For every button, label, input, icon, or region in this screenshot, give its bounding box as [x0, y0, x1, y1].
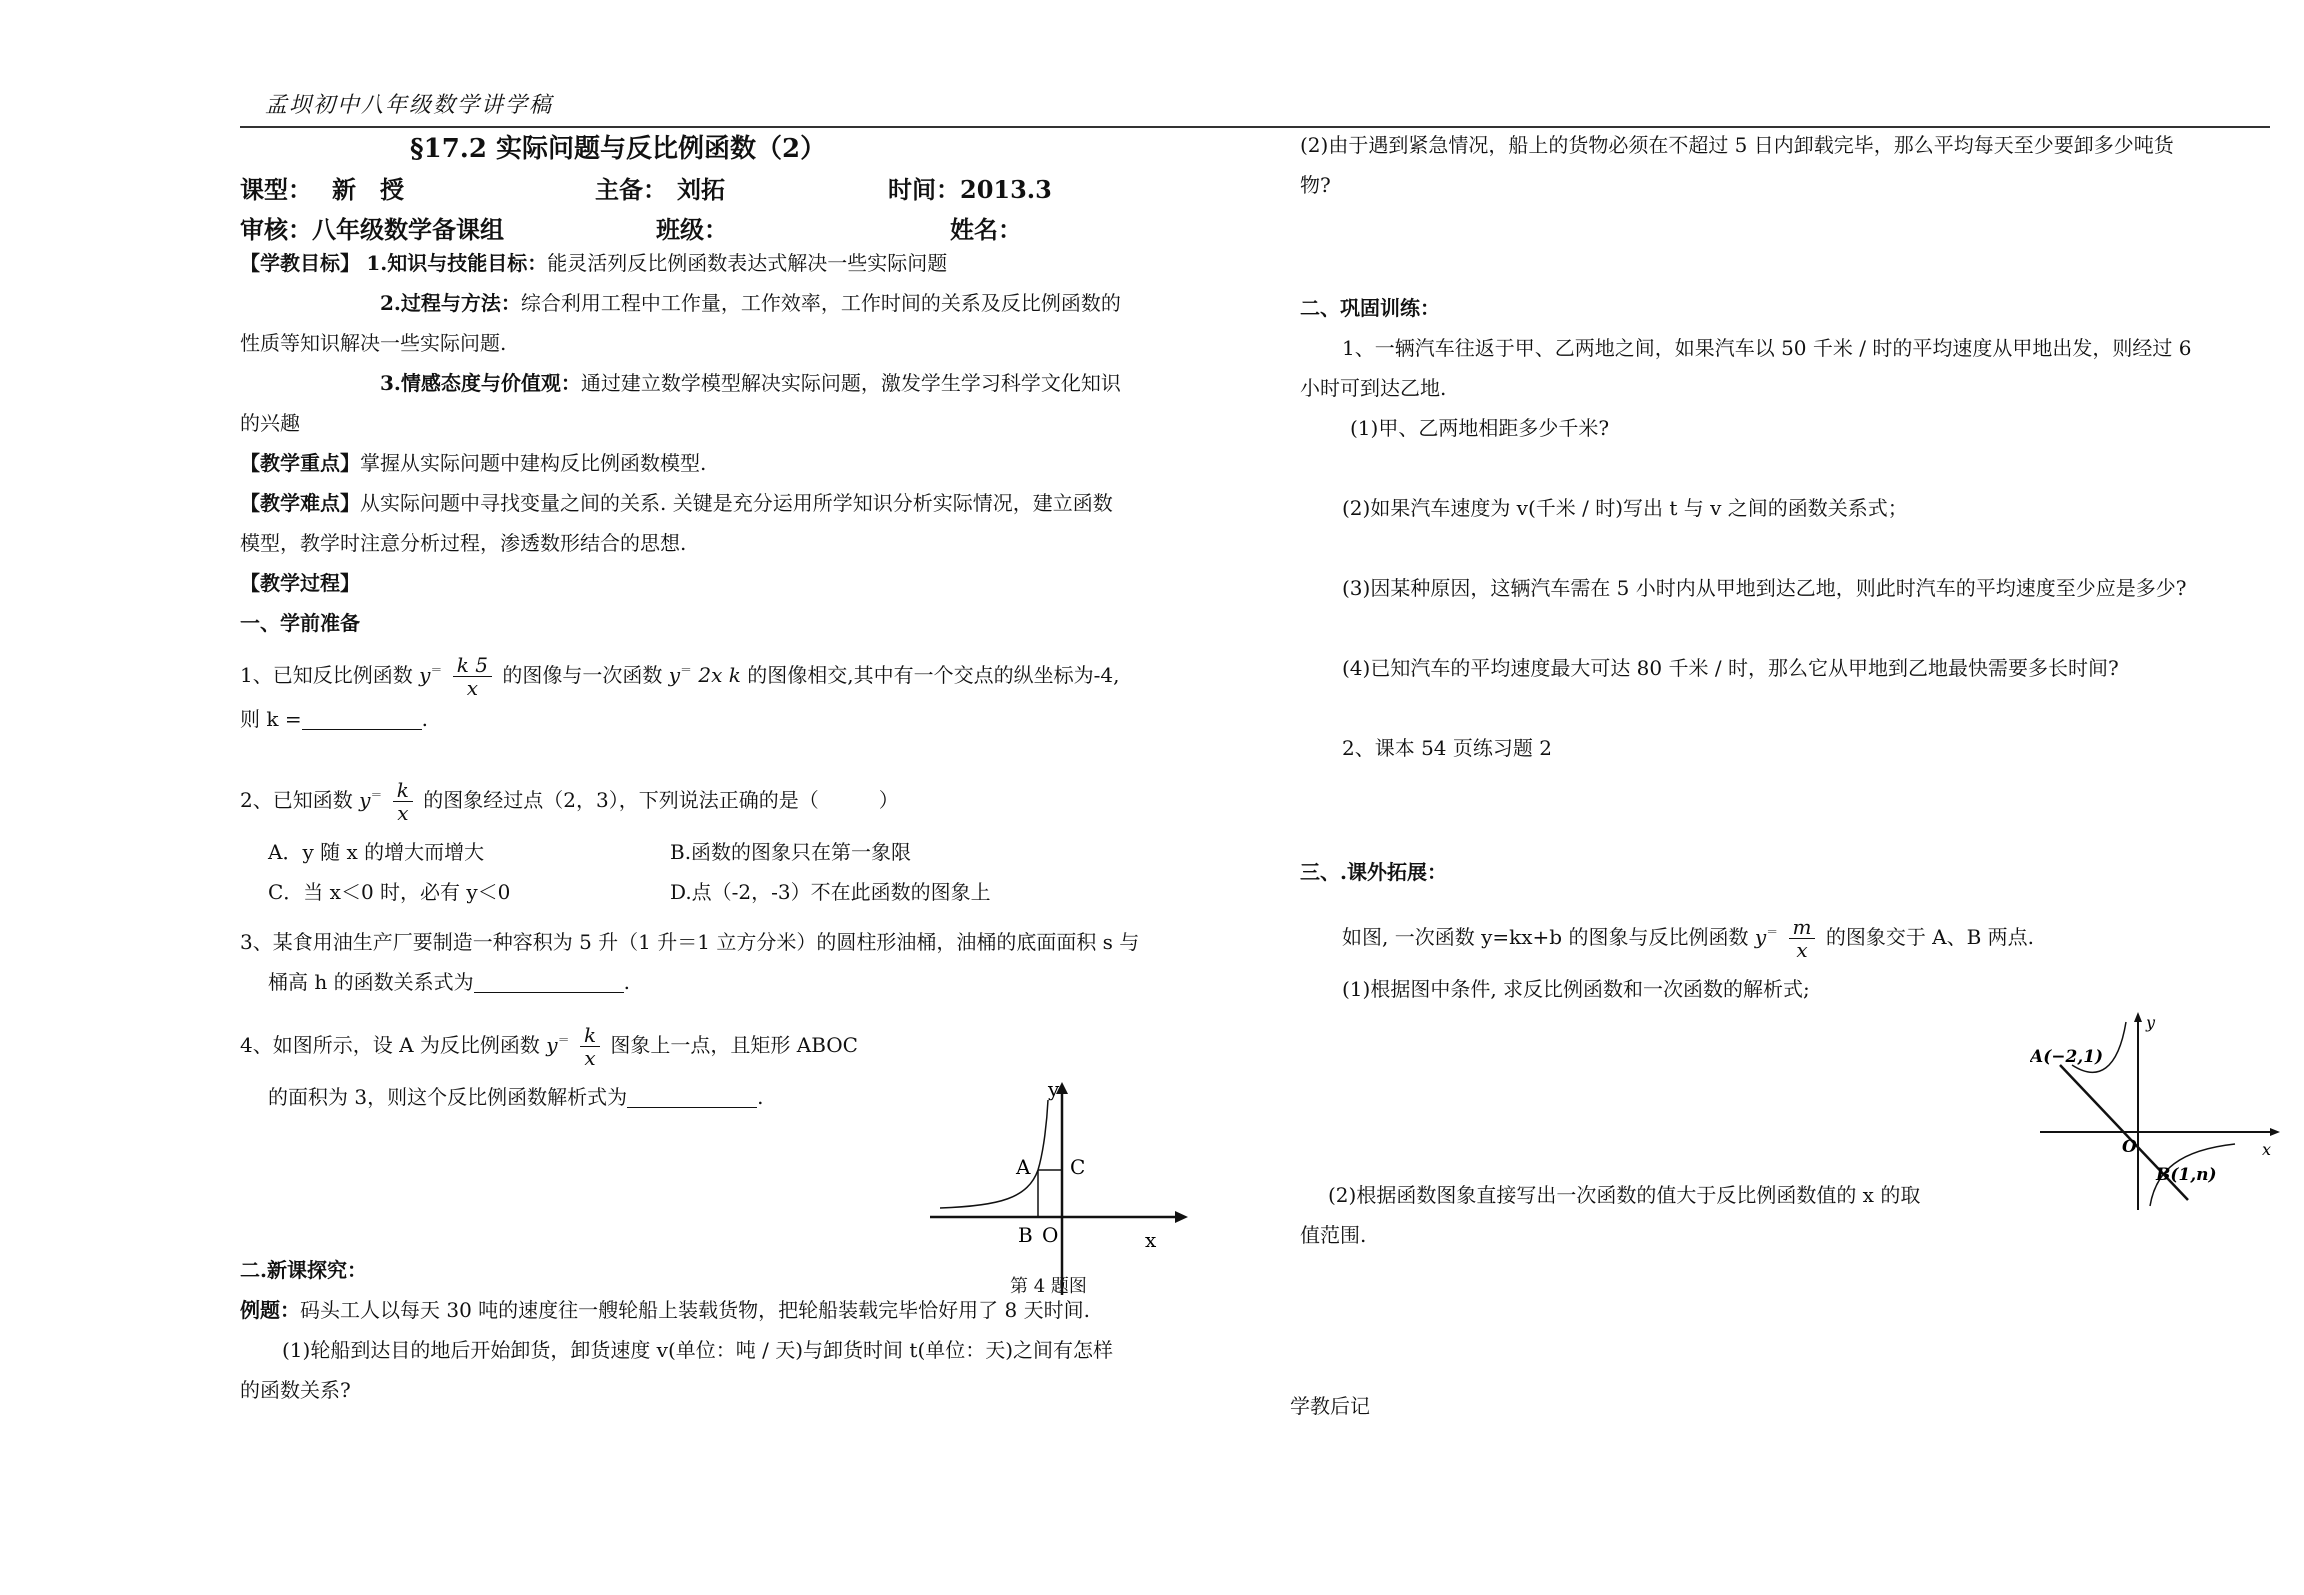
option-d: D.点（-2，-3）不在此函数的图象上: [670, 880, 991, 904]
fig4-curve: [940, 1100, 1048, 1208]
answer-blank-1[interactable]: [302, 703, 422, 730]
ext-label-x: x: [2262, 1140, 2272, 1159]
ext-y-arrow: [2134, 1012, 2142, 1022]
meta-row-1: 课型： 新 授: [240, 175, 404, 204]
ext-x-arrow: [2270, 1128, 2280, 1136]
example-part-2: (2)由于遇到紧急情况，船上的货物必须在不超过 5 日内卸载完毕，那么平均每天至少要卸多少吨货 物?: [1300, 133, 2174, 197]
ext-label-a: A(−2,1): [2030, 1047, 2104, 1067]
page-header: 孟坝初中八年级数学讲学稿: [265, 93, 554, 118]
meta-class: 班级：: [656, 215, 728, 244]
meta-prep: 主备： 刘拓: [595, 175, 725, 204]
goals-block: 【学教目标】 1.知识与技能目标：能灵活列反比例函数表达式解决一些实际问题 2.过程与方法：综合利用工程中工作量，工作效率，工作时间的关系及反比例函数的 性质等知识解决一些实际问题. 3.情感态度与价值观：通过建立数学模型解决实际问题，激发学生学习科学文化知识 的兴趣 【教学重点】掌握从实际问题中建构反比例函数模型. 【教学难点】从实际问题中寻找变量之间的关系. 关键是充分运用所学知识分析实际情况，建立函数 模型，教学时注意分析过程，渗透数形结合的思想. 【教学过程】 一、学前准备: [240, 251, 1121, 635]
question-4: 4、如图所示，设 A 为反比例函数 y＝ $\frac{k}{x}$ 图象上一点，且矩形 ABOC 的面积为 3，则这个反比例函数解析式为 .: [240, 1023, 858, 1109]
lesson-title: §17.2 实际问题与反比例函数（2）: [410, 134, 827, 164]
figure-4-caption: 第 4 题图: [1010, 1276, 1087, 1297]
fig4-label-y: y: [1048, 1080, 1060, 1101]
extension-part-2: (2)根据函数图象直接写出一次函数的值大于反比例函数值的 x 的取 值范围.: [1300, 1183, 1921, 1247]
meta-name: 姓名：: [950, 215, 1022, 244]
meta-review: 审核：八年级数学备课组: [240, 215, 504, 244]
question-1: 1、已知反比例函数 y＝ $\frac{k 5}{x}$ 的图像与一次函数 y＝ 2x k 的图像相交,其中有一个交点的纵坐标为-4, 则 k = .: [240, 653, 1120, 731]
ext-label-b: B(1,n): [2156, 1165, 2217, 1185]
option-c: C．当 x＜0 时，必有 y＜0: [268, 880, 511, 904]
fig4-label-x: x: [1145, 1228, 1157, 1252]
meta-time: 时间：2013.3: [888, 175, 1052, 204]
section-new-lesson: 二.新课探究： 例题：码头工人以每天 30 吨的速度往一艘轮船上装载货物，把轮船装载完毕恰好用了 8 天时间. (1)轮船到达目的地后开始卸货，卸货速度 v(单位：吨 / 天)与卸货时间 t(单位：天)之间有怎样 的函数关系?: [240, 1258, 1114, 1402]
question-3: 3、某食用油生产厂要制造一种容积为 5 升（1 升＝1 立方分米）的圆柱形油桶，油桶的底面面积 s 与 桶高 h 的函数关系式为 .: [240, 930, 1140, 994]
section-extension: 三、.课外拓展： 如图, 一次函数 y=kx+b 的图象与反比例函数 y＝ $\frac{m}{x}$ 的图象交于 A、B 两点. (1)根据图中条件, 求反比例函数和一次函数的解析式;: [1300, 860, 2035, 1001]
option-a: A．y 随 x 的增大而增大: [268, 840, 485, 864]
after-class-notes: 学教后记: [1290, 1394, 1370, 1418]
fig4-label-a: A: [1016, 1155, 1031, 1179]
ext-label-o: O: [2122, 1137, 2137, 1157]
ext-label-y: y: [2146, 1013, 2156, 1032]
fig4-label-c: C: [1070, 1155, 1086, 1179]
figure-extension: [2030, 1010, 2290, 1220]
question-2: 2、已知函数 y＝ $\frac{k}{x}$ 的图象经过点（2，3），下列说法正确的是（ ） A．y 随 x 的增大而增大 B.函数的图象只在第一象限 C．当 x＜0 时，必有 y＜0 D.点（-2，-3）不在此函数的图象上: [240, 775, 1240, 912]
answer-blank-3[interactable]: [474, 966, 624, 993]
answer-blank-4[interactable]: [627, 1081, 757, 1108]
section-practice: 二、巩固训练： 1、一辆汽车往返于甲、乙两地之间，如果汽车以 50 千米 / 时的平均速度从甲地出发，则经过 6 小时可到达乙地. (1)甲、乙两地相距多少千米? (2)如果汽车速度为 v(千米 / 时)写出 t 与 v 之间的函数关系式； (3)因某种原因，这辆汽车需在 5 小时内从甲地到达乙地，则此时汽车的平均速度至少应是多少? (4)已知汽车的平均速度最大可达 80 千米 / 时，那么它从甲地到乙地最快需要多长时间? 2、课本 54 页练习题 2: [1300, 296, 2192, 760]
fig4-label-b: B: [1018, 1223, 1033, 1247]
fig4-x-arrow: [1175, 1211, 1188, 1223]
option-b: B.函数的图象只在第一象限: [670, 840, 912, 864]
fig4-label-o: O: [1042, 1223, 1059, 1247]
